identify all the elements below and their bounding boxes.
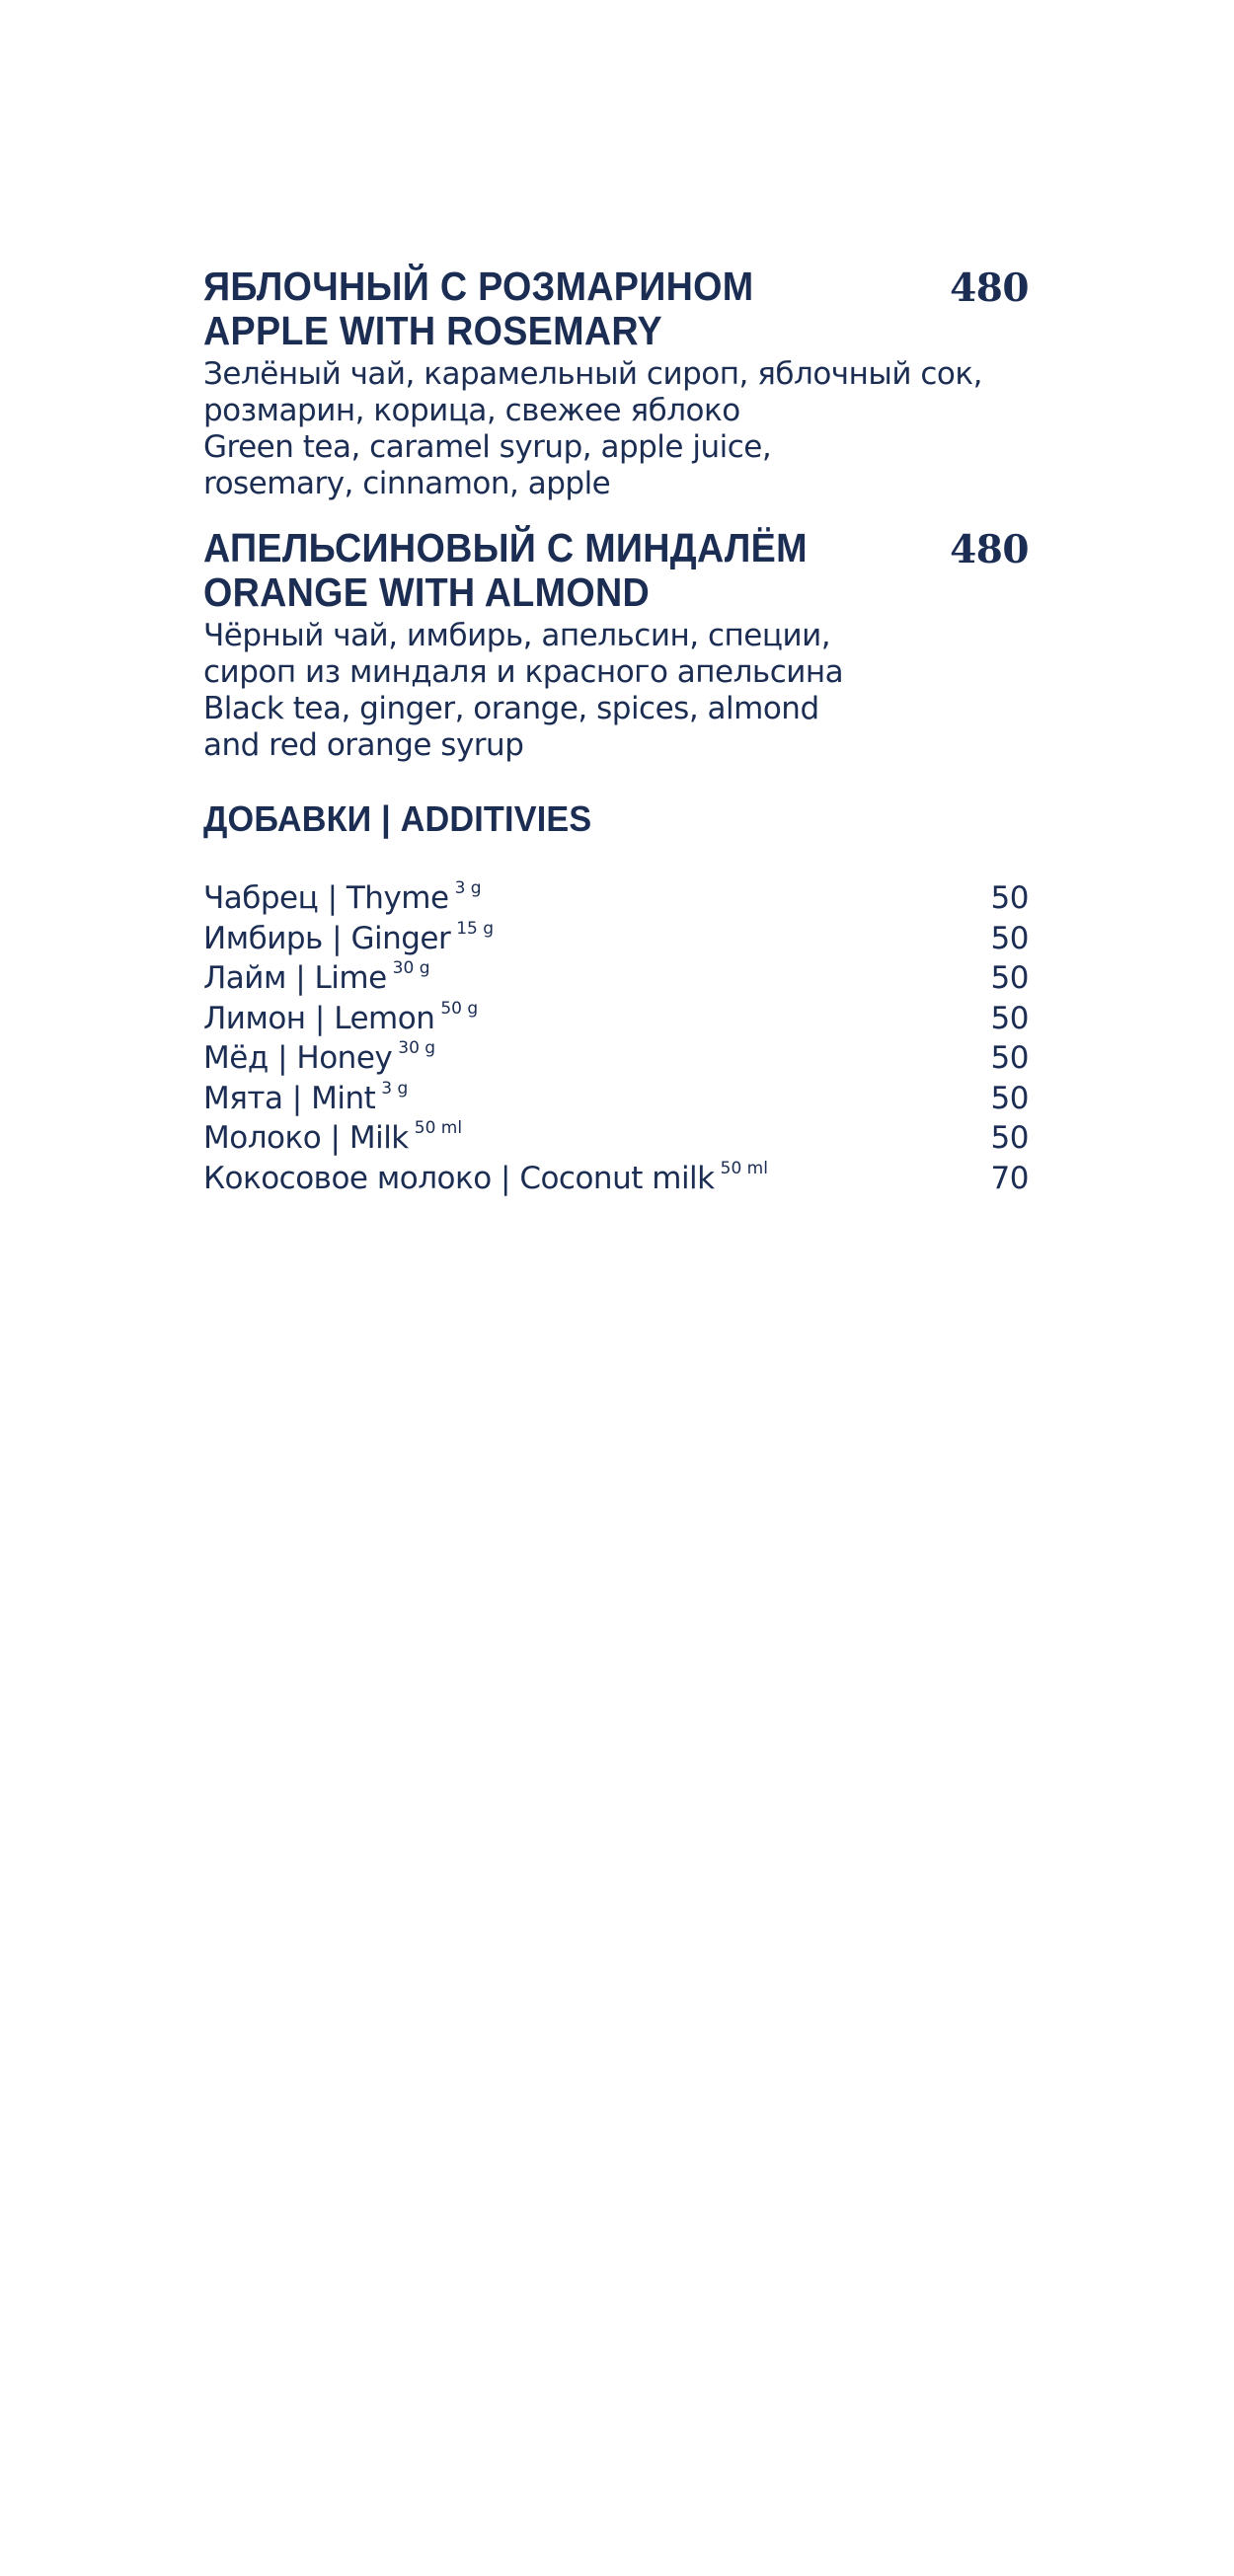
- additive-name: Лайм | Lime: [203, 960, 387, 996]
- menu-item-apple-rosemary: [203, 265, 1029, 502]
- item-title-en: ORANGE WITH ALMOND: [203, 569, 650, 615]
- additive-row: [203, 999, 1029, 1039]
- additive-quantity: 50 ml: [414, 1118, 463, 1138]
- item-title-ru: ЯБЛОЧНЫЙ С РОЗМАРИНОМ: [203, 264, 754, 309]
- additives-list: [203, 878, 1029, 1198]
- description-line: rosemary, cinnamon, apple: [203, 466, 611, 501]
- additive-price: 50: [990, 1080, 1029, 1116]
- additive-price: 50: [990, 1120, 1029, 1156]
- additive-row: [203, 1038, 1029, 1079]
- item-description: [203, 618, 1029, 764]
- description-line: Зелёный чай, карамельный сироп, яблочный сок,: [203, 356, 982, 392]
- item-title-en: APPLE WITH ROSEMARY: [203, 308, 662, 353]
- additive-name: Имбирь | Ginger: [203, 920, 451, 956]
- additive-price: 50: [990, 880, 1029, 916]
- menu-item-orange-almond: [203, 526, 1029, 764]
- menu-page: [203, 265, 1029, 1198]
- additive-price: 70: [990, 1160, 1029, 1196]
- item-price: 480: [950, 265, 1029, 311]
- item-title-ru: АПЕЛЬСИНОВЫЙ С МИНДАЛЁМ: [203, 525, 808, 570]
- additive-price: 50: [990, 1040, 1029, 1076]
- additive-row: [203, 1118, 1029, 1159]
- additive-row: [203, 1159, 1029, 1199]
- menu-item-header: [203, 265, 1029, 353]
- additives-section-title: ДОБАВКИ | ADDITIVIES: [203, 798, 592, 839]
- additive-row: [203, 958, 1029, 999]
- additive-quantity: 30 g: [392, 958, 430, 978]
- menu-item-header: [203, 526, 1029, 615]
- additive-row: [203, 1079, 1029, 1119]
- additive-name: Кокосовое молоко | Coconut milk: [203, 1160, 715, 1196]
- description-line: сироп из миндаля и красного апельсина: [203, 654, 844, 690]
- additive-quantity: 3 g: [381, 1078, 409, 1099]
- item-description: [203, 356, 1029, 502]
- additive-name: Лимон | Lemon: [203, 1000, 435, 1036]
- additive-price: 50: [990, 920, 1029, 956]
- additive-price: 50: [990, 1000, 1029, 1036]
- description-line: and red orange syrup: [203, 727, 524, 763]
- description-line: розмарин, корица, свежее яблоко: [203, 393, 740, 428]
- additive-quantity: 15 g: [456, 918, 495, 939]
- additive-name: Молоко | Milk: [203, 1120, 409, 1156]
- additive-name: Мёд | Honey: [203, 1040, 393, 1076]
- description-line: Green tea, caramel syrup, apple juice,: [203, 429, 772, 465]
- additive-quantity: 3 g: [454, 878, 482, 898]
- additive-row: [203, 878, 1029, 919]
- description-line: Чёрный чай, имбирь, апельсин, специи,: [203, 618, 831, 653]
- additive-price: 50: [990, 960, 1029, 996]
- additive-name: Мята | Mint: [203, 1080, 376, 1116]
- additive-quantity: 50 ml: [720, 1158, 768, 1178]
- description-line: Black tea, ginger, orange, spices, almond: [203, 691, 819, 726]
- additive-name: Чабрец | Thyme: [203, 880, 449, 916]
- additive-row: [203, 919, 1029, 959]
- item-price: 480: [950, 527, 1029, 572]
- additive-quantity: 30 g: [398, 1038, 436, 1058]
- additive-quantity: 50 g: [440, 998, 479, 1019]
